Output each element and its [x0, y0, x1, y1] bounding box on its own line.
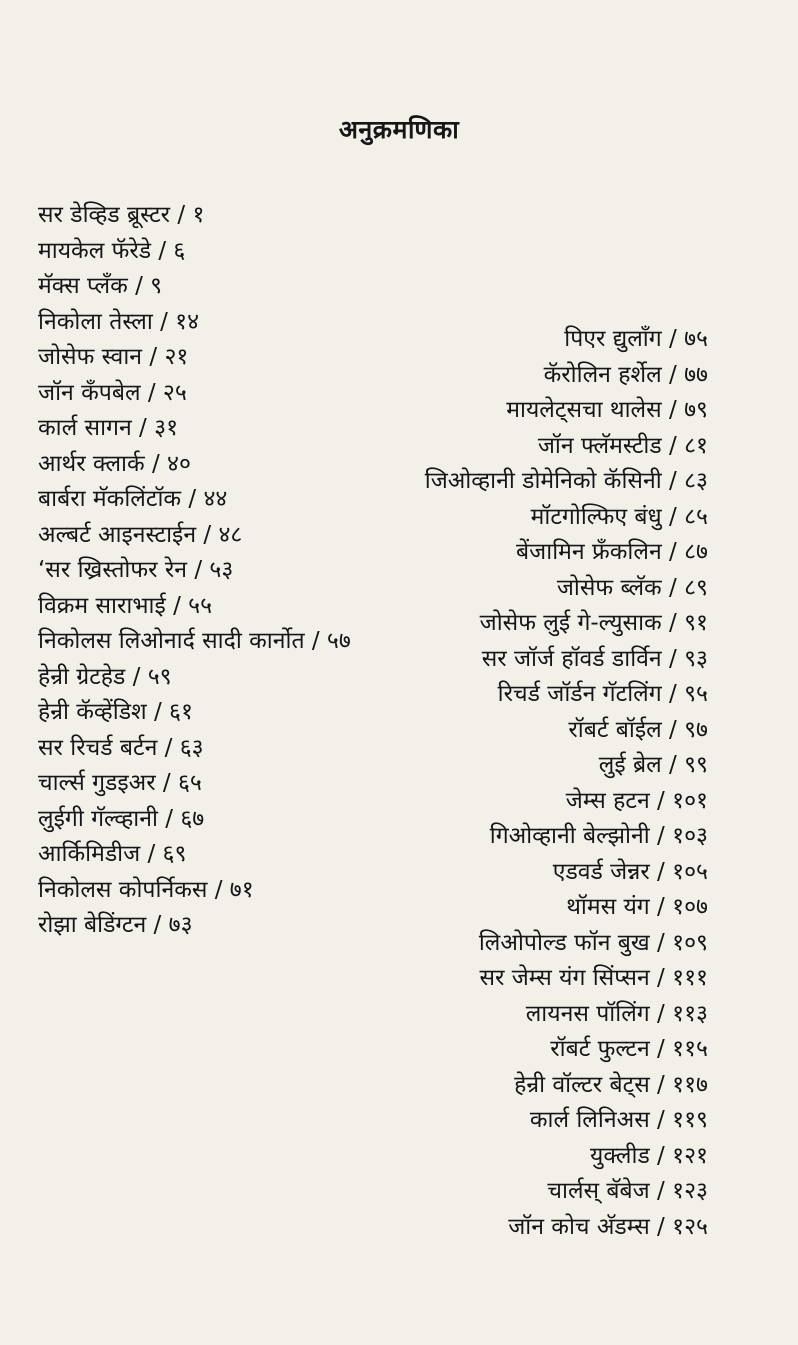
toc-entry: लिओपोल्ड फॉन बुख / १०९ [478, 929, 708, 956]
toc-entry: अल्बर्ट आइनस्टाईन / ४८ [38, 521, 243, 548]
toc-entry: जिओव्हानी डोमेनिको कॅसिनी / ८३ [424, 468, 708, 494]
toc-entry: निकोलस लिओनार्द सादी कार्नोत / ५७ [38, 628, 351, 654]
toc-entry: जॉन कोच अ‍ॅडम्स / १२५ [508, 1213, 708, 1240]
toc-entry: निकोलस कोपर्निकस / ७१ [38, 876, 254, 903]
toc-entry: हेन्री कॅव्हेंडिश / ६१ [38, 699, 193, 725]
toc-entry: एडवर्ड जेन्नर / १०५ [552, 858, 708, 885]
toc-entry: कॅरोलिन हर्शेल / ७७ [543, 361, 708, 388]
toc-entry: आर्किमिडीज / ६९ [38, 841, 187, 867]
toc-entry: लायनस पॉलिंग / ११३ [525, 1000, 708, 1027]
toc-entry: हेन्री वॉल्टर बेट्स / ११७ [514, 1071, 708, 1098]
toc-entry: युक्लीड / १२१ [590, 1142, 708, 1169]
toc-entry: सर रिचर्ड बर्टन / ६३ [38, 734, 204, 761]
toc-entry: रोझा बेडिंग्टन / ७३ [38, 912, 193, 938]
toc-entry: मॉटगोल्फिए बंधु / ८५ [530, 503, 708, 530]
toc-entry: लुईगी गॅल्व्हानी / ६७ [38, 805, 205, 832]
toc-entry: रॉबर्ट फुल्टन / ११५ [550, 1036, 708, 1062]
toc-entry: गिओव्हानी बेल्झोनी / १०३ [489, 823, 708, 849]
toc-entry: हेन्री ग्रेटहेड / ५९ [38, 663, 172, 690]
toc-entry: मॅक्स प्लँक / ९ [38, 273, 163, 299]
toc-entry: पिएर द्युलाँग / ७५ [564, 326, 708, 352]
toc-entry: कार्ल सागन / ३१ [38, 415, 179, 441]
toc-entry: सर जेम्स यंग सिंप्सन / १११ [479, 965, 708, 991]
toc-entry: मायलेट्सचा थालेस / ७९ [506, 397, 708, 423]
page-title: अनुक्रमणिका [338, 115, 460, 144]
toc-entry: मायकेल फॅरेडे / ६ [38, 237, 186, 264]
toc-entry: जॉन फ्लॅमस्टीड / ८१ [537, 432, 708, 459]
toc-entry: जॉन कॅंपबेल / २५ [38, 379, 187, 406]
toc-entry: थॉमस यंग / १०७ [566, 894, 708, 920]
toc-entry: जोसेफ ब्लॅक / ८९ [556, 574, 708, 601]
toc-entry: सर जॉर्ज हॉवर्ड डार्विन / ९३ [481, 645, 708, 672]
toc-entry: जेम्स हटन / १०१ [565, 787, 708, 814]
toc-entry: चार्ल्स गुडइअर / ६५ [38, 770, 202, 796]
toc-right-column [328, 322, 708, 1245]
toc-entry: निकोला तेस्ला / १४ [38, 308, 200, 335]
toc-entry: सर डेव्हिड ब्रूस्टर / १ [38, 202, 205, 228]
toc-entry: रिचर्ड जॉर्डन गॅटलिंग / ९५ [497, 681, 708, 707]
toc-entry: बेंजामिन फ्रँकलिन / ८७ [516, 539, 708, 565]
toc-entry: विक्रम साराभाई / ५५ [38, 592, 213, 619]
toc-entry: कार्ल लिनिअस / ११९ [529, 1107, 708, 1133]
toc-entry: चार्लस् बॅबेज / १२३ [547, 1178, 708, 1204]
toc-entry: बार्बरा मॅकलिंटॉक / ४४ [38, 486, 228, 512]
toc-entry: लुई ब्रेल / ९९ [598, 752, 708, 778]
toc-entry: रॉबर्ट बॉईल / ९७ [568, 716, 708, 743]
toc-entry: ‘सर ख्रिस्तोफर रेन / ५३ [38, 557, 234, 583]
toc-entry: जोसेफ लुई गे-ल्युसाक / ९१ [479, 610, 708, 636]
toc-entry: जोसेफ स्वान / २१ [38, 344, 189, 370]
toc-entry: आर्थर क्लार्क / ४० [38, 450, 191, 477]
